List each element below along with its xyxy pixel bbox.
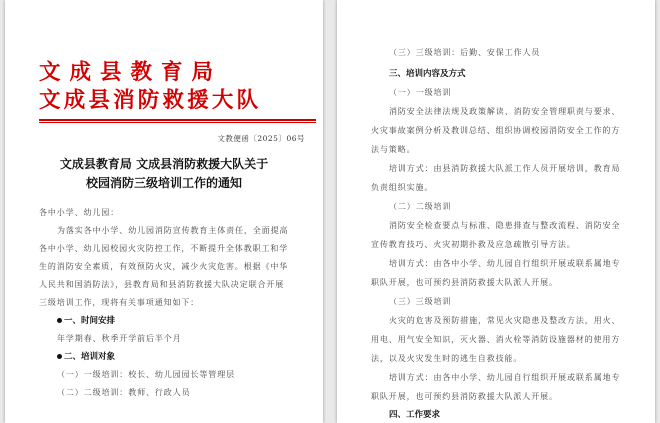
- header-title-fire-rescue: 文成县消防救援大队: [39, 88, 262, 113]
- document-page-left: [5, 0, 323, 423]
- text-line: 培训方式：由县消防救援大队派工作人员开展培训，教育局: [389, 164, 621, 173]
- text-line: 法与策略。: [371, 145, 416, 154]
- header-title-education-bureau: 文成县教育局: [39, 60, 223, 85]
- section-heading-requirements: 四、工作要求: [389, 410, 441, 420]
- red-header-rule-thin: [39, 122, 316, 123]
- text-line: 培训方式：由各中小学、幼儿园自行组织开展或联系属地专: [389, 259, 621, 268]
- document-page-right: [337, 0, 655, 423]
- section-heading-time: 一、时间安排: [57, 317, 115, 326]
- subsection-heading: （三）三级培训: [389, 297, 452, 306]
- body-line: 各中小学、幼儿园校园火灾防控工作，不断提升全体教职工和学: [39, 244, 289, 253]
- salutation: 各中小学、幼儿园：: [39, 208, 120, 217]
- notice-title-line-2: 校园消防三级培训工作的通知: [85, 176, 242, 190]
- text-line: 宣传教育技巧、火灾初期扑救及应急疏散引导方法。: [371, 240, 576, 249]
- body-line: 为落实各中小学、幼儿园消防宣传教育主体责任，全面提高: [57, 226, 289, 235]
- section-heading-content: 三、培训内容及方式: [389, 69, 466, 79]
- bullet-icon: [57, 318, 62, 323]
- notice-title-line-1: 文成县教育局 文成县消防救援大队关于: [59, 157, 269, 171]
- bullet-icon: [57, 354, 62, 359]
- text-line: 火灾事故案例分析及教训总结、组织协调校园消防安全工作的方: [371, 126, 621, 135]
- text-line: （三）三级培训：后勤、安保工作人员: [389, 48, 541, 57]
- target-item-level1: （一）一级培训：校长、幼儿园园长等管理层: [57, 370, 235, 379]
- text-line: 培训方式：由各中小学、幼儿园自行组织开展或联系属地专: [389, 373, 621, 382]
- text-line: 火灾的危害及预防措施，常见火灾隐患及整改方法，用火、: [389, 316, 621, 325]
- subsection-heading: （一）一级培训: [389, 88, 452, 97]
- body-line: 人民共和国消防法》，县教育局和县消防救援大队决定联合开展: [39, 280, 285, 289]
- text-line: 法，以及火灾发生时的逃生自救技能。: [371, 354, 523, 363]
- section-heading-target: 二、培训对象: [57, 353, 115, 362]
- document-number: 文教便函〔2025〕06号: [217, 134, 305, 143]
- target-item-level2: （二）二级培训：教师、行政人员: [57, 388, 191, 397]
- body-line: 三级培训工作，现将有关事项通知如下：: [39, 298, 200, 307]
- text-line: 消防安全法律法规及政策解读、消防安全管理职责与要求、: [389, 107, 621, 116]
- body-line: 生的消防安全素质，有效预防火灾，减少火灾危害。根据《中华: [39, 262, 289, 271]
- red-header-rule: [39, 119, 316, 121]
- text-line: 职队开展，也可预约县消防救援大队派人开展。: [371, 392, 558, 401]
- section-time-text: 年学期春、秋季开学前后半个月: [57, 334, 182, 343]
- subsection-heading: （二）二级培训: [389, 202, 452, 211]
- text-line: 消防安全检查要点与标准、隐患排查与整改流程、消防安全: [389, 221, 621, 230]
- text-line: 用电、用气安全知识，灭火器、消火栓等消防设施器材的使用方: [371, 335, 621, 344]
- text-line: 职队开展，也可预约县消防救援大队派人开展。: [371, 278, 558, 287]
- text-line: 负责组织实施。: [371, 183, 434, 192]
